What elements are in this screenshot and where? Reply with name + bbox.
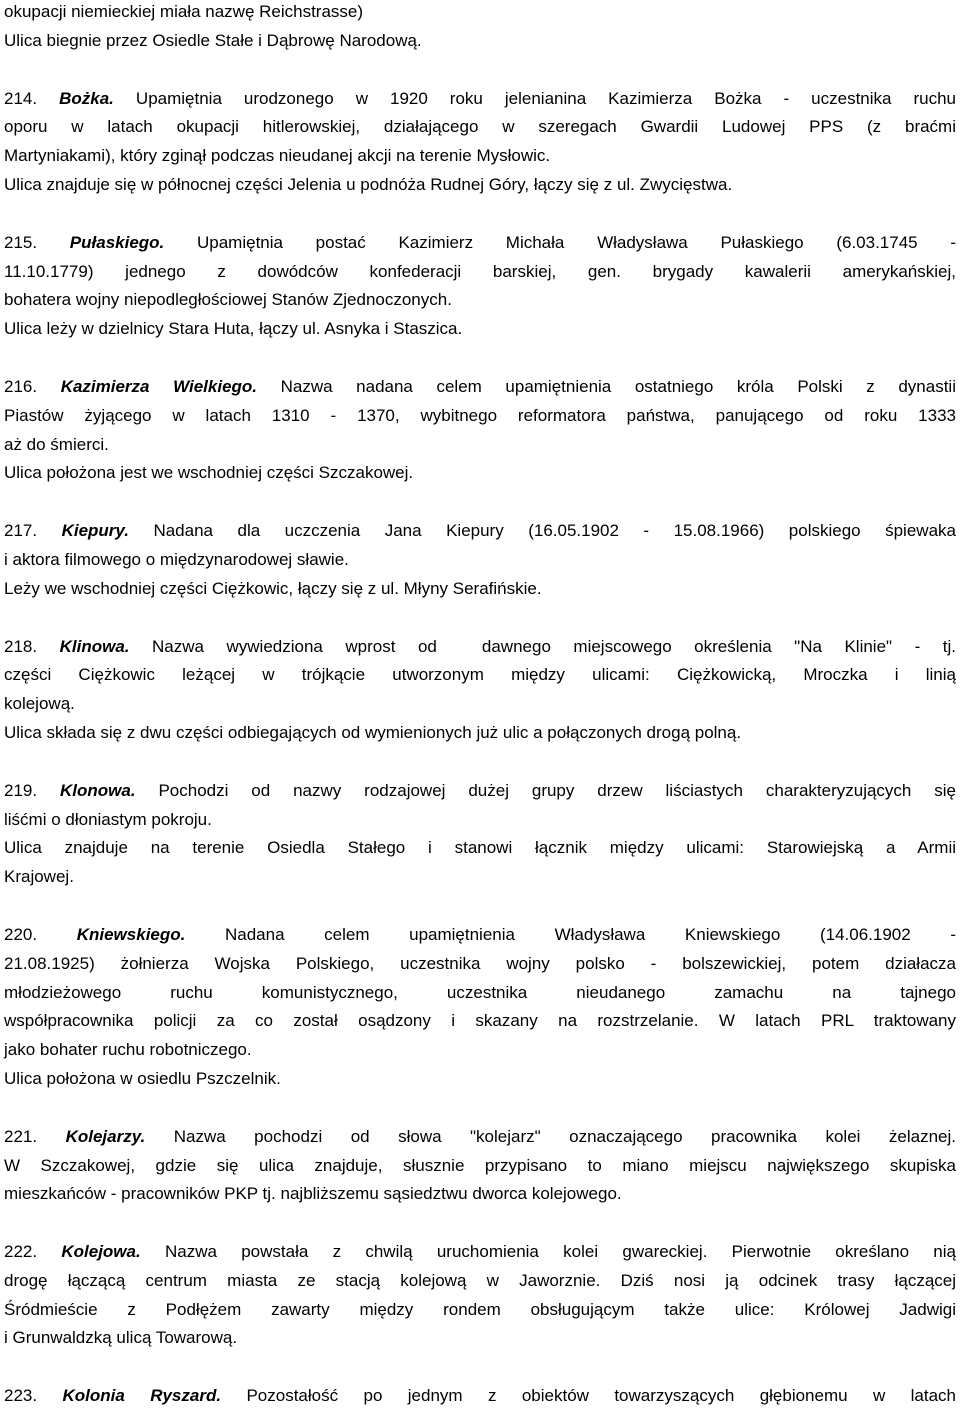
entry-text: Pozostałość po jednym z obiektów towarzyszących głębionemu w latach	[246, 1386, 956, 1406]
text-line: Krajowej.	[4, 867, 74, 887]
entry-221	[4, 1123, 956, 1209]
entry-number: 220.	[4, 924, 38, 944]
entry-218	[4, 633, 956, 748]
text-line	[4, 373, 956, 402]
entry-220	[4, 921, 956, 1094]
entry-name: Kolejowa.	[61, 1242, 141, 1262]
text-line: i Grunwaldzką ulicą Towarową.	[4, 1328, 238, 1348]
text-line: 21.08.1925) żołnierza Wojska Polskiego, uczestnika wojny polsko - bolszewickiej, potem działacza	[4, 953, 956, 973]
entry-text: Nazwa pochodzi od słowa "kolejarz" oznaczającego pracownika kolei żelaznej.	[173, 1126, 957, 1146]
text-line	[4, 633, 956, 662]
entry-text: Nazwa powstała z chwilą uruchomienia kolei gwareckiej. Pierwotnie określano nią	[164, 1242, 956, 1262]
entry-name: Kolejarzy.	[65, 1126, 146, 1146]
text-line: i aktora filmowego o międzynarodowej sławie.	[4, 549, 349, 569]
entry-number: 223.	[4, 1386, 38, 1406]
entry-number: 221.	[4, 1126, 38, 1146]
text-line: Ulica położona w osiedlu Pszczelnik.	[4, 1068, 281, 1088]
document-page	[4, 0, 956, 1411]
text-line: mieszkańców - pracowników PKP tj. najbliższemu sąsiedztwu dworca kolejowego.	[4, 1184, 622, 1204]
entry-219	[4, 777, 956, 892]
text-line: Ulica znajduje na terenie Osiedla Stałego i stanowi łącznik między ulicami: Starowiejską a Armii	[4, 838, 956, 858]
text-line: bohatera wojny niepodległościowej Stanów Zjednoczonych.	[4, 290, 452, 310]
text-line: młodzieżowego ruchu komunistycznego, uczestnika nieudanego zamachu na tajnego	[4, 982, 956, 1002]
entry-number: 217.	[4, 521, 38, 541]
text-line: 11.10.1779) jednego z dowódców konfederacji barskiej, gen. brygady kawalerii amerykańskiej,	[4, 261, 956, 281]
entry-name: Kolonia Ryszard.	[62, 1386, 222, 1406]
entry-223	[4, 1382, 956, 1411]
entry-text: Pochodzi od nazwy rodzajowej dużej grupy drzew liściastych charakteryzujących się	[158, 780, 957, 800]
text-line: Ulica położona jest we wschodniej części Szczakowej.	[4, 463, 414, 483]
entry-name: Kiepury.	[61, 521, 129, 541]
text-line	[4, 85, 956, 114]
text-line: części Ciężkowic leżącej w trójkącie utworzonym między ulicami: Ciężkowicką, Mroczka i linią	[4, 665, 956, 685]
text-line	[4, 777, 956, 806]
entry-222	[4, 1238, 956, 1353]
entry-214	[4, 85, 956, 200]
text-line: Leży we wschodniej części Ciężkowic, łączy się z ul. Młyny Serafińskie.	[4, 578, 542, 598]
entry-text: Nadana dla uczczenia Jana Kiepury (16.05.1902 - 15.08.1966) polskiego śpiewaka	[153, 521, 956, 541]
text-line: okupacji niemieckiej miała nazwę Reichstrasse)	[4, 2, 364, 21]
entry-text: Nadana celem upamiętnienia Władysława Kniewskiego (14.06.1902 -	[224, 924, 956, 944]
text-line: jako bohater ruchu robotniczego.	[4, 1040, 252, 1060]
text-line	[4, 1238, 956, 1267]
text-line: oporu w latach okupacji hitlerowskiej, działającego w szeregach Gwardii Ludowej PPS (z braćmi	[4, 117, 956, 137]
entry-name: Bożka.	[59, 88, 114, 108]
entry-number: 222.	[4, 1242, 38, 1262]
entry-text: Upamiętnia postać Kazimierz Michała Władysława Pułaskiego (6.03.1745 -	[196, 232, 956, 252]
entry-text: Upamiętnia urodzonego w 1920 roku jelenianina Kazimierza Bożka - uczestnika ruchu	[135, 88, 956, 108]
entry-number: 214.	[4, 88, 38, 108]
text-line	[4, 1123, 956, 1152]
entry-name: Klonowa.	[60, 780, 136, 800]
text-line: aż do śmierci.	[4, 434, 109, 454]
entry-name: Pułaskiego.	[69, 232, 165, 252]
entry-217	[4, 517, 956, 603]
text-line: liśćmi o dłoniastym pokroju.	[4, 809, 212, 829]
text-line: kolejową.	[4, 694, 75, 714]
text-line: współpracownika policji za co został osądzony i skazany na rozstrzelanie. W latach PRL traktowany	[4, 1011, 956, 1031]
text-line: drogę łączącą centrum miasta ze stacją kolejową w Jaworznie. Dziś nosi ją odcinek trasy łączącej	[4, 1270, 956, 1290]
intro-text	[4, 0, 956, 56]
text-line: Ulica znajduje się w północnej części Jelenia u podnóża Rudnej Góry, łączy się z ul. Zwycięstwa.	[4, 174, 733, 194]
entry-text: Nazwa nadana celem upamiętnienia ostatniego króla Polski z dynastii	[280, 376, 956, 396]
entry-name: Kazimierza Wielkiego.	[60, 376, 258, 396]
entry-number: 215.	[4, 232, 38, 252]
entry-215	[4, 229, 956, 344]
entry-name: Kniewskiego.	[76, 924, 186, 944]
entry-number: 219.	[4, 780, 38, 800]
entry-216	[4, 373, 956, 488]
text-line: Śródmieście z Podłężem zawarty między rondem obsługującym także ulice: Królowej Jadwigi	[4, 1299, 956, 1319]
text-line: Ulica biegnie przez Osiedle Stałe i Dąbrowę Narodową.	[4, 30, 422, 50]
entry-number: 218.	[4, 636, 38, 656]
entry-number: 216.	[4, 376, 38, 396]
text-line	[4, 229, 956, 258]
text-line: W Szczakowej, gdzie się ulica znajduje, słusznie przypisano to miano miejscu największego skupiska	[4, 1155, 956, 1175]
entry-name: Klinowa.	[59, 636, 130, 656]
text-line: Piastów żyjącego w latach 1310 - 1370, wybitnego reformatora państwa, panującego od roku 1333	[4, 405, 956, 425]
text-line	[4, 921, 956, 950]
text-line: Martyniakami), który zginął podczas nieudanej akcji na terenie Mysłowic.	[4, 146, 551, 166]
text-line	[4, 517, 956, 546]
text-line: Ulica składa się z dwu części odbiegających od wymienionych już ulic a połączonych drogą polną.	[4, 722, 742, 742]
entry-text: Nazwa wywiedziona wprost od dawnego miejscowego określenia "Na Klinie" - tj.	[152, 636, 956, 656]
text-line: Ulica leży w dzielnicy Stara Huta, łączy ul. Asnyka i Staszica.	[4, 319, 463, 339]
text-line	[4, 1382, 956, 1411]
